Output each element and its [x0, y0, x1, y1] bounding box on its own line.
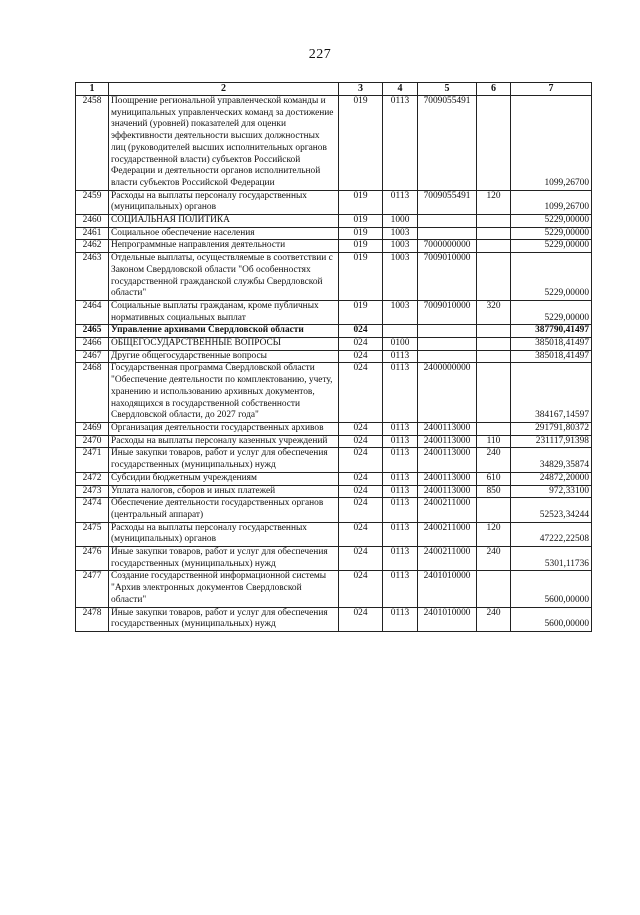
row-number: 2467	[76, 350, 109, 363]
col-header-4: 4	[383, 83, 418, 96]
col-header-6: 6	[477, 83, 511, 96]
row-department-code: 019	[339, 240, 383, 253]
row-department-code: 019	[339, 253, 383, 301]
row-department-code: 019	[339, 300, 383, 324]
row-section-code: 0113	[383, 435, 418, 448]
row-expense-type	[477, 96, 511, 191]
row-number: 2474	[76, 498, 109, 522]
row-expense-type	[477, 227, 511, 240]
table-row	[76, 338, 592, 351]
row-number: 2465	[76, 325, 109, 338]
page-number: 227	[308, 47, 332, 62]
row-amount: 24872,20000	[511, 472, 592, 485]
row-number: 2461	[76, 227, 109, 240]
row-section-code	[383, 325, 418, 338]
row-expense-type	[477, 571, 511, 607]
row-section-code: 0113	[383, 472, 418, 485]
row-amount: 5301,11736	[511, 547, 592, 571]
row-amount: 5600,00000	[511, 571, 592, 607]
col-header-1: 1	[76, 83, 109, 96]
row-amount: 384167,14597	[511, 363, 592, 423]
row-target-article	[418, 215, 477, 228]
table-row	[76, 325, 592, 338]
row-department-code: 024	[339, 547, 383, 571]
row-number: 2476	[76, 547, 109, 571]
row-expense-type: 110	[477, 435, 511, 448]
row-target-article: 2400211000	[418, 522, 477, 546]
row-section-code: 1003	[383, 240, 418, 253]
budget-table	[75, 82, 592, 632]
col-header-7: 7	[511, 83, 592, 96]
row-name: Государственная программа Свердловской области "Обеспечение деятельности по комплектованию, учету, хранению и использованию архивных документов, находящихся в государственной собственности Свердловской области, до 2027 года"	[109, 363, 339, 423]
row-expense-type: 240	[477, 448, 511, 472]
row-amount: 47222,22508	[511, 522, 592, 546]
row-section-code: 0113	[383, 448, 418, 472]
row-name: Расходы на выплаты персоналу государственных (муниципальных) органов	[109, 522, 339, 546]
row-number: 2466	[76, 338, 109, 351]
row-number: 2470	[76, 435, 109, 448]
row-amount: 34829,35874	[511, 448, 592, 472]
table-row	[76, 448, 592, 472]
row-department-code: 019	[339, 190, 383, 214]
row-department-code: 024	[339, 522, 383, 546]
row-amount: 5229,00000	[511, 227, 592, 240]
row-expense-type	[477, 350, 511, 363]
row-number: 2462	[76, 240, 109, 253]
row-amount: 5600,00000	[511, 607, 592, 631]
table-row	[76, 363, 592, 423]
row-target-article: 2401010000	[418, 571, 477, 607]
row-name: Субсидии бюджетным учреждениям	[109, 472, 339, 485]
row-section-code: 0113	[383, 350, 418, 363]
row-name: Отдельные выплаты, осуществляемые в соответствии с Законом Свердловской области "Об особенностях государственной гражданской службы Свердловской области"	[109, 253, 339, 301]
row-department-code: 024	[339, 448, 383, 472]
row-number: 2463	[76, 253, 109, 301]
row-target-article: 7009055491	[418, 190, 477, 214]
row-department-code: 024	[339, 363, 383, 423]
row-amount: 5229,00000	[511, 253, 592, 301]
row-number: 2458	[76, 96, 109, 191]
col-header-3: 3	[339, 83, 383, 96]
row-expense-type: 240	[477, 607, 511, 631]
row-section-code: 0100	[383, 338, 418, 351]
table-body	[76, 96, 592, 632]
row-target-article: 2400113000	[418, 472, 477, 485]
row-department-code: 024	[339, 325, 383, 338]
row-number: 2471	[76, 448, 109, 472]
row-name: СОЦИАЛЬНАЯ ПОЛИТИКА	[109, 215, 339, 228]
row-section-code: 0113	[383, 190, 418, 214]
row-number: 2469	[76, 422, 109, 435]
row-amount: 1099,26700	[511, 96, 592, 191]
row-target-article: 2400113000	[418, 485, 477, 498]
row-department-code: 024	[339, 350, 383, 363]
table-row	[76, 422, 592, 435]
row-target-article: 7009010000	[418, 253, 477, 301]
table-row	[76, 190, 592, 214]
row-amount: 5229,00000	[511, 240, 592, 253]
row-number: 2477	[76, 571, 109, 607]
row-amount: 385018,41497	[511, 338, 592, 351]
row-department-code: 019	[339, 96, 383, 191]
table-row	[76, 435, 592, 448]
row-amount: 5229,00000	[511, 215, 592, 228]
row-expense-type	[477, 498, 511, 522]
row-section-code: 0113	[383, 96, 418, 191]
table-row	[76, 350, 592, 363]
col-header-2: 2	[109, 83, 339, 96]
row-expense-type: 120	[477, 522, 511, 546]
row-target-article: 7000000000	[418, 240, 477, 253]
row-section-code: 1003	[383, 227, 418, 240]
row-target-article: 2400211000	[418, 498, 477, 522]
row-target-article	[418, 227, 477, 240]
row-department-code: 024	[339, 435, 383, 448]
row-department-code: 024	[339, 338, 383, 351]
row-section-code: 0113	[383, 498, 418, 522]
row-number: 2459	[76, 190, 109, 214]
row-section-code: 0113	[383, 571, 418, 607]
row-name: Другие общегосударственные вопросы	[109, 350, 339, 363]
row-name: Расходы на выплаты персоналу государственных (муниципальных) органов	[109, 190, 339, 214]
row-name: Организация деятельности государственных архивов	[109, 422, 339, 435]
row-expense-type	[477, 215, 511, 228]
row-expense-type	[477, 338, 511, 351]
row-target-article	[418, 338, 477, 351]
col-header-5: 5	[418, 83, 477, 96]
row-amount: 385018,41497	[511, 350, 592, 363]
row-amount: 291791,80372	[511, 422, 592, 435]
row-department-code: 019	[339, 227, 383, 240]
row-name: ОБЩЕГОСУДАРСТВЕННЫЕ ВОПРОСЫ	[109, 338, 339, 351]
row-department-code: 019	[339, 215, 383, 228]
row-amount: 52523,34244	[511, 498, 592, 522]
row-expense-type: 850	[477, 485, 511, 498]
row-expense-type	[477, 325, 511, 338]
row-expense-type	[477, 253, 511, 301]
table-row	[76, 547, 592, 571]
row-number: 2468	[76, 363, 109, 423]
row-department-code: 024	[339, 498, 383, 522]
row-section-code: 0113	[383, 547, 418, 571]
row-expense-type: 240	[477, 547, 511, 571]
row-target-article: 7009010000	[418, 300, 477, 324]
row-target-article	[418, 325, 477, 338]
row-target-article: 2401010000	[418, 607, 477, 631]
table-row	[76, 240, 592, 253]
row-target-article: 2400211000	[418, 547, 477, 571]
table-row	[76, 96, 592, 191]
table-row	[76, 571, 592, 607]
table-row	[76, 300, 592, 324]
row-target-article: 2400113000	[418, 448, 477, 472]
row-target-article	[418, 350, 477, 363]
row-section-code: 0113	[383, 522, 418, 546]
table-row	[76, 472, 592, 485]
row-name: Управление архивами Свердловской области	[109, 325, 339, 338]
row-section-code: 0113	[383, 607, 418, 631]
row-name: Иные закупки товаров, работ и услуг для обеспечения государственных (муниципальных) нужд	[109, 448, 339, 472]
row-amount: 972,33100	[511, 485, 592, 498]
row-department-code: 024	[339, 422, 383, 435]
row-amount: 1099,26700	[511, 190, 592, 214]
row-number: 2478	[76, 607, 109, 631]
row-target-article: 2400000000	[418, 363, 477, 423]
row-expense-type	[477, 422, 511, 435]
table-row	[76, 485, 592, 498]
row-name: Социальные выплаты гражданам, кроме публичных нормативных социальных выплат	[109, 300, 339, 324]
row-number: 2464	[76, 300, 109, 324]
row-section-code: 1003	[383, 253, 418, 301]
row-name: Расходы на выплаты персоналу казенных учреждений	[109, 435, 339, 448]
table-row	[76, 253, 592, 301]
row-department-code: 024	[339, 485, 383, 498]
row-department-code: 024	[339, 607, 383, 631]
row-number: 2472	[76, 472, 109, 485]
row-section-code: 0113	[383, 363, 418, 423]
row-expense-type: 610	[477, 472, 511, 485]
table-row	[76, 522, 592, 546]
row-expense-type: 320	[477, 300, 511, 324]
table-row	[76, 227, 592, 240]
row-name: Создание государственной информационной системы "Архив электронных документов Свердловской области"	[109, 571, 339, 607]
row-name: Социальное обеспечение населения	[109, 227, 339, 240]
row-amount: 5229,00000	[511, 300, 592, 324]
row-amount: 387790,41497	[511, 325, 592, 338]
row-target-article: 7009055491	[418, 96, 477, 191]
row-section-code: 0113	[383, 485, 418, 498]
row-name: Иные закупки товаров, работ и услуг для обеспечения государственных (муниципальных) нужд	[109, 607, 339, 631]
row-name: Обеспечение деятельности государственных органов (центральный аппарат)	[109, 498, 339, 522]
row-name: Поощрение региональной управленческой команды и муниципальных управленческих команд за достижение значений (уровней) показателей для оценки эффективности деятельности высших должностных лиц (руководителей высших исполнительных органов государственной власти) субъектов Российской Федерации и деятельности органов исполнительной власти субъектов Российской Федерации	[109, 96, 339, 191]
row-target-article: 2400113000	[418, 435, 477, 448]
row-department-code: 024	[339, 472, 383, 485]
table-row	[76, 498, 592, 522]
row-department-code: 024	[339, 571, 383, 607]
row-number: 2473	[76, 485, 109, 498]
row-number: 2475	[76, 522, 109, 546]
table-row	[76, 607, 592, 631]
row-expense-type	[477, 363, 511, 423]
row-amount: 231117,91398	[511, 435, 592, 448]
row-name: Иные закупки товаров, работ и услуг для обеспечения государственных (муниципальных) нужд	[109, 547, 339, 571]
table-row	[76, 215, 592, 228]
row-name: Уплата налогов, сборов и иных платежей	[109, 485, 339, 498]
row-section-code: 0113	[383, 422, 418, 435]
row-target-article: 2400113000	[418, 422, 477, 435]
row-expense-type	[477, 240, 511, 253]
row-expense-type: 120	[477, 190, 511, 214]
row-section-code: 1000	[383, 215, 418, 228]
header-row	[76, 83, 592, 96]
row-name: Непрограммные направления деятельности	[109, 240, 339, 253]
row-section-code: 1003	[383, 300, 418, 324]
row-number: 2460	[76, 215, 109, 228]
